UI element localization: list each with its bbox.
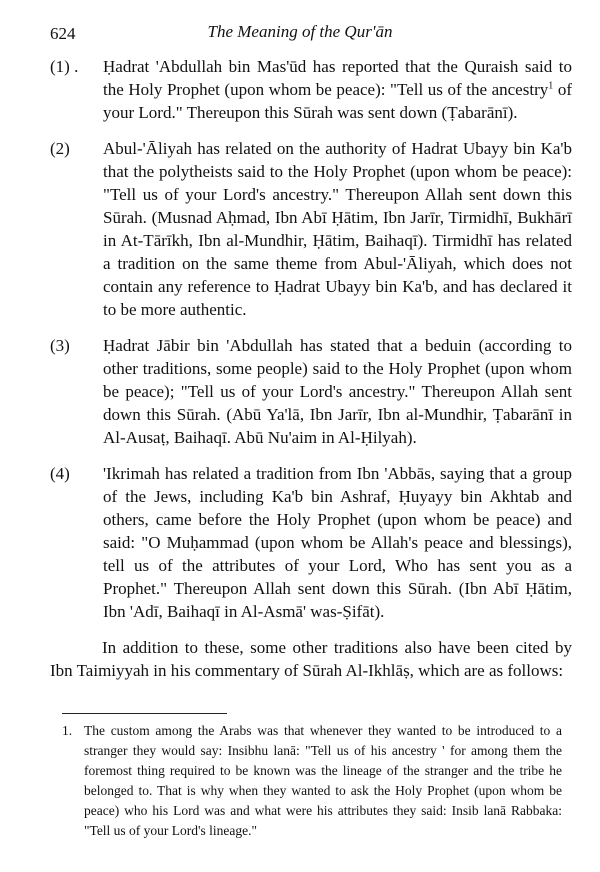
note-number: (1) . <box>50 57 79 76</box>
tradition-note-1 <box>50 55 572 124</box>
footnote-divider <box>62 713 227 714</box>
closing-paragraph: In addition to these, some other traditions also have been cited by Ibn Taimiyyah in his commentary of Sūrah Al-Ikhlāṣ, which are as follows: <box>50 638 572 680</box>
note-number: (4) <box>50 464 70 483</box>
tradition-note-4 <box>50 462 572 623</box>
footnote-text: The custom among the Arabs was that whenever they wanted to be introduced to a stranger they would say: Insibhu lanā: "Tell us of his ancestry ' for among them the foremost thing required to be known was the lineage of the stranger and the tribe he belonged to. That is why when they wanted to ask the Holy Prophet (upon whom be peace) who his Lord was and what were his attributes they said: Insib lanā Rabbaka: "Tell us of your Lord's lineage." <box>84 723 562 838</box>
note-text: 'Ikrimah has related a tradition from Ibn 'Abbās, saying that a group of the Jews, including Ka'b bin Ashraf, Ḥuyayy bin Akhtab and others, came before the Holy Prophet (upon whom be peace) and said: "O Muḥammad (upon whom be Allah's peace and blessings), tell us of the attributes of your Lord, Who has sent you as a Prophet." Thereupon Allah sent down this Sūrah. (Ibn Abī Ḥātim, Ibn 'Adī, Baihaqī in Al-Asmā' was-Ṣifāt). <box>103 464 572 621</box>
footnote-reference: 1 <box>548 80 554 92</box>
note-text-part: of your Lord." Thereupon this Sūrah was sent down (Ṭabarānī). <box>103 80 572 122</box>
tradition-note-2 <box>50 137 572 321</box>
page-body <box>50 55 572 699</box>
note-text: Abul-'Āliyah has related on the authority of Hadrat Ubayy bin Ka'b that the polytheists said to the Holy Prophet (upon whom be peace): "Tell us of your Lord's ancestry." Thereupon Allah sent down this Sūrah. (Musnad Aḥmad, Ibn Abī Ḥātim, Ibn Jarīr, Tirmidhī, Bukhārī in At-Tārīkh, Ibn al-Mundhir, Ḥātim, Baihaqī). Tirmidhī has related a tradition on the same theme from Abul-'Āliyah, which does not contain any reference to Ḥadrat Ubayy bin Ka'b, and has declared it to be more authentic. <box>103 139 572 319</box>
tradition-note-3 <box>50 334 572 449</box>
footnote <box>62 721 562 841</box>
note-number: (3) <box>50 336 70 355</box>
running-title: The Meaning of the Qur'ān <box>207 22 393 41</box>
note-number: (2) <box>50 139 70 158</box>
note-text <box>103 55 572 124</box>
footnote-number: 1. <box>62 723 73 738</box>
page-header <box>0 22 600 46</box>
note-text: Ḥadrat Jābir bin 'Abdullah has stated that a beduin (according to other traditions, some people) said to the Holy Prophet (upon whom be peace); "Tell us of your Lord's ancestry." Thereupon Allah sent down this Sūrah. (Abū Ya'lā, Ibn Jarīr, Ibn al-Mundhir, Ṭabarānī in Al-Ausaṭ, Baihaqī. Abū Nu'aim in Al-Ḥilyah). <box>103 336 572 447</box>
page-number: 624 <box>50 24 76 43</box>
note-text-part: Ḥadrat 'Abdullah bin Mas'ūd has reported that the Quraish said to the Holy Prophet (upon whom be peace): "Tell us of the ancestry <box>103 57 572 99</box>
